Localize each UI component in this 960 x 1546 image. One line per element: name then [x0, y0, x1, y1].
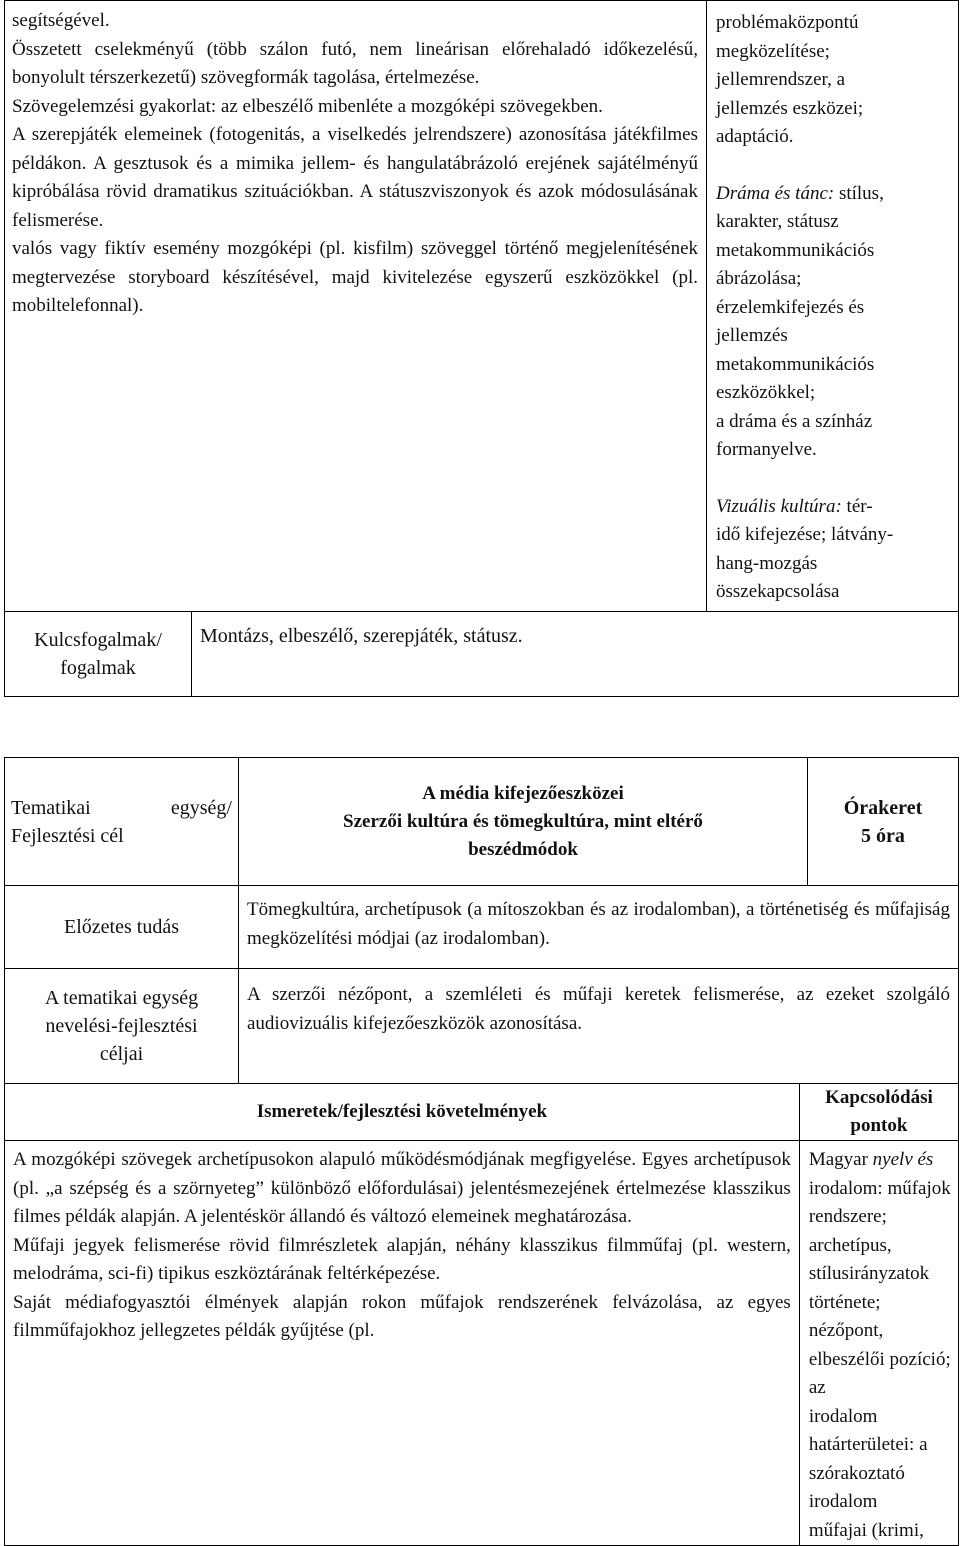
- connection-text: metakommunikációs: [716, 353, 875, 375]
- connection-text: jellemzés: [716, 325, 788, 346]
- connection-text: elbeszélői pozíció; az: [808, 1348, 951, 1398]
- prior-value: Tömegkultúra, archetípusok (a mítoszokban és az irodalomban), a történetiség és műfajiság megközelítési módjai (az irodalomban).: [247, 899, 950, 949]
- goals-value: A szerzői nézőpont, a szemléleti és műfaji keretek felismerése, az ezeket szolgáló audiovizuális kifejezőeszközök azonosítása.: [247, 984, 950, 1034]
- keywords-value-cell: [192, 612, 959, 697]
- unit-label: Fejlesztési cél: [11, 824, 124, 847]
- goals-value-cell: [239, 969, 959, 1084]
- curriculum-table-unit: [4, 757, 959, 1546]
- connection-text: problémaközpontú: [716, 12, 859, 33]
- connection-text: adaptáció.: [716, 126, 794, 147]
- goals-label-cell: [5, 969, 239, 1084]
- connection-text: eszközökkel;: [716, 382, 816, 403]
- connection-text: szórakoztató irodalom: [808, 1462, 905, 1512]
- connections-list-cell: [799, 1141, 958, 1546]
- connection-line: [809, 1146, 952, 1175]
- connection-text: stílusirányzatok: [808, 1263, 930, 1284]
- connection-text: rendszere; archetípus,: [808, 1206, 892, 1256]
- connection-text: története; nézőpont,: [808, 1291, 884, 1341]
- connection-text: karakter, státusz: [716, 211, 839, 232]
- connection-text: érzelemkifejezés és: [716, 296, 865, 318]
- connections-cell: [707, 1, 959, 612]
- requirement-paragraph: A mozgóképi szövegek archetípusokon alapuló működésmódjának megfigyelése. Egyes archetípusok (pl. „a szépség és a szörnyeteg” különböző előfordulásai) jelentésmezejének értelmezése klasszikus filmes példák alapján. A jelentéskör állandó és változó elemeinek meghatározása.: [13, 1149, 791, 1227]
- subject-label: Dráma és tánc:: [716, 182, 835, 204]
- curriculum-table-top: [4, 0, 959, 697]
- unit-label: Tematikai egység/: [11, 796, 232, 819]
- connections-header: [799, 1084, 958, 1141]
- keywords-label-cell: [5, 612, 192, 697]
- connection-text: határterületei: a: [808, 1434, 928, 1455]
- subject-label: Vizuális kultúra:: [716, 495, 842, 517]
- keywords-value: Montázs, elbeszélő, szerepjáték, státusz.: [200, 625, 523, 647]
- connection-text: idő kifejezése; látvány-: [716, 524, 894, 545]
- requirement-paragraph: Saját médiafogyasztói élmények alapján rokon műfajok rendszerének felvázolása, az egyes filmműfajokhoz jellegzetes példák gyűjtése (pl.: [13, 1291, 791, 1341]
- column-header: Ismeretek/fejlesztési követelmények: [256, 1101, 548, 1122]
- unit-title: beszédmódok: [468, 838, 578, 860]
- prior-value-cell: [239, 886, 959, 969]
- column-header: Kapcsolódási pontok: [825, 1087, 933, 1136]
- connection-text: irodalom: műfajok: [808, 1177, 951, 1199]
- requirements-header: [5, 1084, 800, 1141]
- prior-label: Előzetes tudás: [64, 916, 179, 938]
- connection-text: jellemzés eszközei;: [716, 97, 864, 119]
- paragraph: A szerepjáték elemeinek (fotogenitás, a viselkedés jelrendszere) azonosítása játékfilmes példákon. A gesztusok és a mimika jellem- és hangulatábrázoló erejének sajátélményű kipróbálása rövid dramatikus szituációkban. A státuszviszonyok és azok módosulásának felismerése.: [12, 124, 698, 231]
- requirements-cell: [5, 1141, 800, 1546]
- connection-text: műfajai (krimi,: [808, 1519, 924, 1541]
- hours-label: Órakeret: [843, 796, 923, 819]
- connection-text: hang-mozgás: [716, 552, 818, 574]
- unit-title: A média kifejezőeszközei: [422, 782, 624, 804]
- unit-label-cell: [5, 758, 239, 886]
- connection-text: formanyelve.: [716, 439, 817, 460]
- paragraph: segítségével.: [12, 10, 110, 31]
- unit-title-cell: [239, 758, 808, 886]
- connection-text: a dráma és a színház: [716, 410, 873, 432]
- goals-label: A tematikai egység: [44, 987, 199, 1009]
- connection-text: jellemrendszer, a: [716, 69, 846, 90]
- vizual-line: [716, 493, 952, 522]
- hours-cell: [808, 758, 959, 886]
- connection-text: megközelítése;: [716, 40, 830, 62]
- requirement-paragraph: Műfaji jegyek felismerése rövid filmrészletek alapján, néhány klasszikus filmműfaj (pl. western, melodráma, sci-fi) tipikus eszköztárának feltérképezése.: [13, 1234, 791, 1284]
- paragraph: Összetett cselekményű (több szálon futó, nem lineárisan előrehaladó időkezelésű, bonyolult térszerkezetű) szövegformák tagolása, értelmezése.: [12, 38, 698, 88]
- drama-line: [716, 180, 952, 209]
- subject-label: nyelv és: [872, 1149, 934, 1170]
- unit-title: Szerzői kultúra és tömegkultúra, mint eltérő: [343, 810, 703, 832]
- connection-text: tér-: [841, 495, 873, 517]
- prior-label-cell: [5, 886, 239, 969]
- keywords-label: fogalmak: [60, 657, 136, 679]
- keywords-label: Kulcsfogalmak/: [34, 629, 162, 651]
- goals-label: céljai: [99, 1043, 144, 1065]
- connection-text: metakommunikációs: [716, 239, 875, 261]
- paragraph: Szövegelemzési gyakorlat: az elbeszélő mibenléte a mozgóképi szövegekben.: [12, 95, 603, 117]
- connection-text: Magyar: [808, 1149, 873, 1170]
- hours-value: 5 óra: [861, 824, 905, 847]
- paragraph: valós vagy fiktív esemény mozgóképi (pl. kisfilm) szöveggel történő megjelenítésének megtervezése storyboard készítésével, majd kivitelezése egyszerű eszközökkel (pl. mobiltelefonnal).: [12, 238, 698, 316]
- connection-text: összekapcsolása: [716, 581, 840, 602]
- goals-label: nevelési-fejlesztési: [45, 1015, 198, 1037]
- activities-cell: [5, 1, 707, 612]
- connection-text: stílus,: [834, 182, 884, 204]
- connection-text: ábrázolása;: [716, 268, 802, 289]
- connection-text: irodalom: [808, 1405, 878, 1427]
